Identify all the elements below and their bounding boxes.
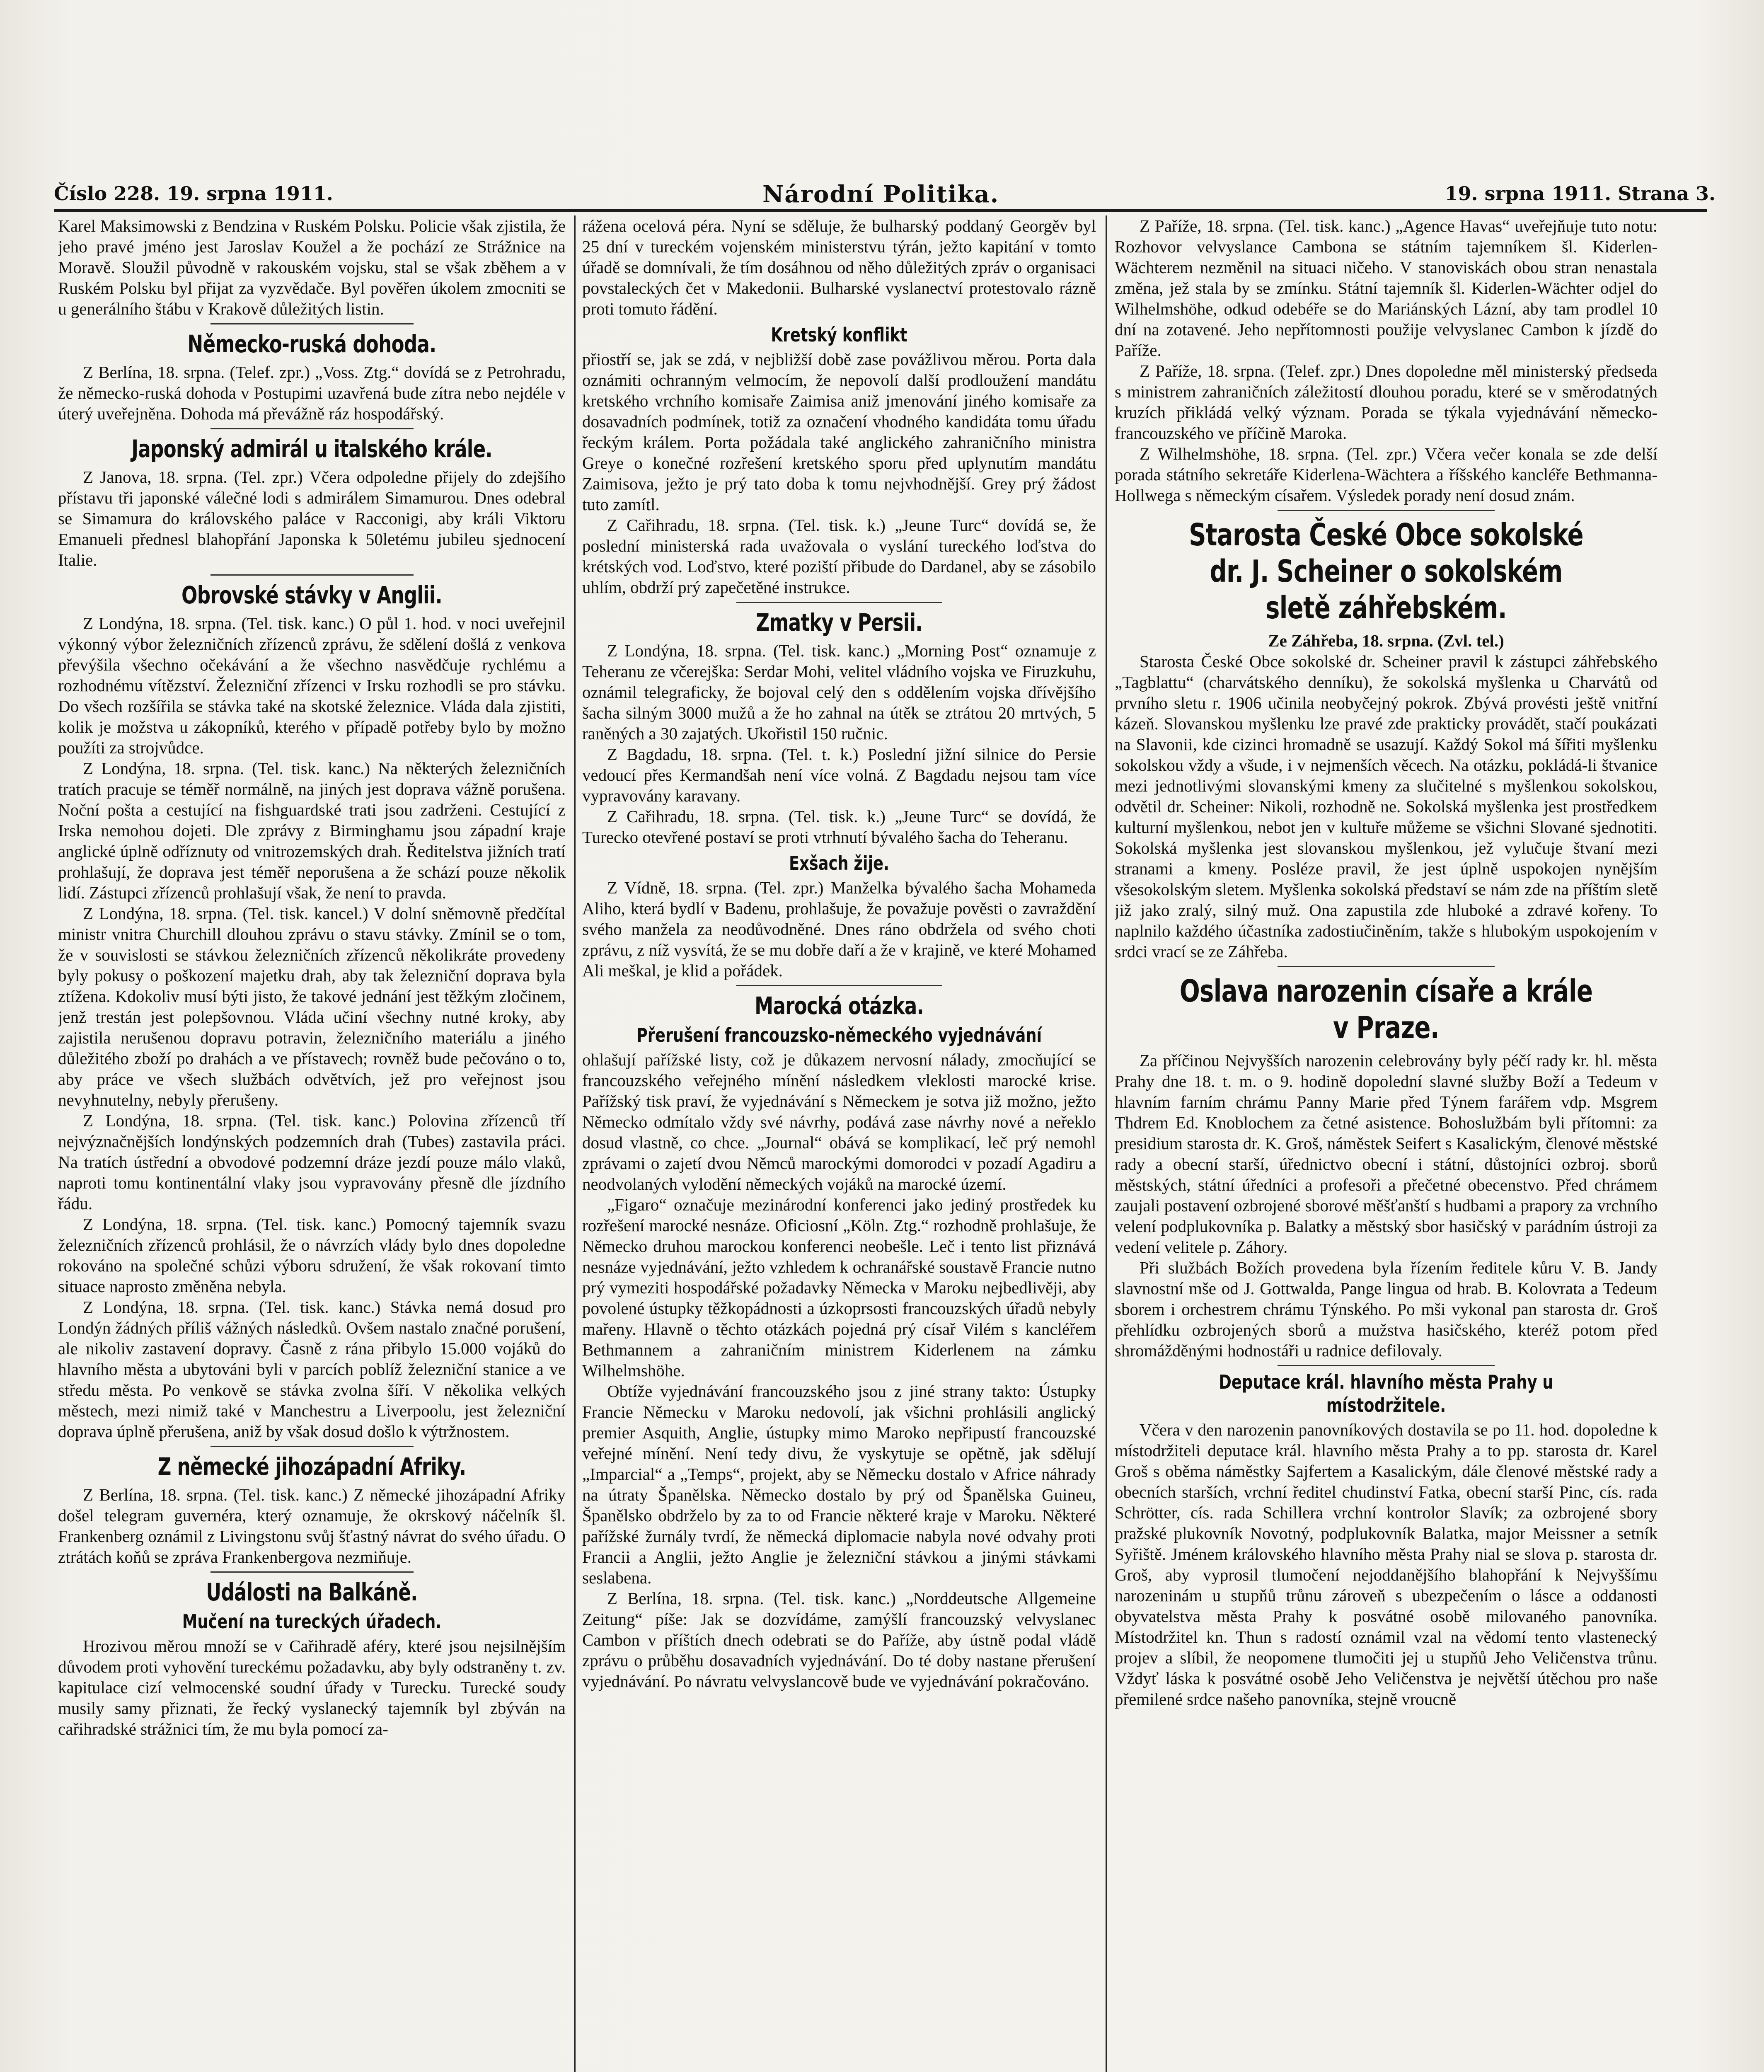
article-text: Z Berlína, 18. srpna. (Tel. tisk. kanc.) „Norddeutsche Allgemeine Zeitung“ píše: Jak se dozvídáme, zamýšlí francouzský velvyslanec Cambon v příštích dnech odebrati se do Paříže, aby ústně podal vládě zprávu o průběhu dosavadních vyjednávání. Do té doby nastane přerušení vyjednávání. Po návratu velvyslancově bude ve vyjednávání pokračováno. [582,1589,1096,1691]
article-text: Starosta České Obce sokolské dr. Scheiner pravil k zástupci záhřebského „Tagblattu“ (charvátského denníku), že sokolská myšlenka u Charvátů od prvního sletu r. 1906 učinila neobyčejný pokrok. Zbývá provésti ještě vnitřní kázeň. Slovanskou myšlenku lze pravé zde prakticky provádět, stačí poukázati na Slavonii, kde cizinci hromadně se usazují. Každý Sokol má šířiti myšlenku sokolskou vždy a všude, i v nejmenších věcech. Na otázku, pokládá-li štvanice mezi jednotlivými slovanskými kmeny za slučitelné s myšlenkou sokolskou, odvětil dr. Scheiner: Nikoli, rozhodně ne. Sokolská myšlenka jest prostředkem kulturní myšlenkou, nebot jen v kultuře můžeme se všichni Slované sjednotiti. Sokolská myšlenka jest slovanskou myšlenkou, jež vylučuje štvaní mezi stranami a kmeny. Posléze pravil, že jest úplně uspokojen nynějším všesokolským sletem. Myšlenka sokolská představí se nám zde na příštím sletě již jako zralý, silný muž. Ona zapustila zde hluboké a zdravé kořeny. To naplnilo každého účastníka zadostiučiněním, takže s hlubokým uspokojením v srdci vrací se ze Záhřeba. [1115,652,1658,961]
article-text: Včera v den narozenin panovníkových dostavila se po 11. hod. dopoledne k místodržiteli deputace král. hlavního města Prahy a to pp. starosta dr. Karel Groš s oběma náměstky Sajfertem a Kasalickým, dále členové městské rady a obecních starších, vrchní ředitel chudinství Fatka, obecní starší Pinc, cís. rada Schrötter, cís. rada Schillera vrchní kontrolor Slavík; za ozbrojené sbory pražské plukovník Novotný, podplukovník Balatka, major Meissner a setník Syřiště. Jménem královského hlavního města Prahy nial se slova p. starosta dr. Groš, aby vyprosil tlumočení nejoddanějšího blahopřání k Nejvyššímu narozeninám u stupňů trůnu zároveň s ubezpečením o lásce a oddanosti obyvatelstva města Prahy k posvátné osobě milovaného panovníka. Místodržitel kn. Thun s radostí oznámil vzal na vědomí tento vlastenecký projev a slíbil, že neopomene tlumočiti jej u stupňů Jeho Veličenstva trůnu. Vždyť láska k posvátné osobě Jeho Veličenstva je největší útěchou pro naše přemilené srdce našeho panovníka, stejně vroucně [1115,1420,1658,1709]
article-text: Z Cařihradu, 18. srpna. (Tel. tisk. k.) „Jeune Turc“ dovídá se, že poslední ministerská rada uvažovala o vyslání tureckého loďstva do krétských vod. Loďstvo, které poziští přibude do Dardanel, aby se zásobilo uhlím, obdrží prý zapečetěné instrukce. [582,516,1096,597]
headline: Oslava narozenin císaře a krále v Praze. [1179,973,1593,1046]
article-text: „Figaro“ označuje mezinárodní konferenci jako jediný prostředek ku rozřešení marocké nesnáze. Oficiosní „Köln. Ztg.“ rozhodně prohlašuje, že Německo druhou marockou konferenci neobešle. Leč i tento list přiznává nesnáze vyjednávání, ježto vzhledem k ochranářské soustavě Francie nutno prý vymeziti hospodářské požadavky Německa v Maroku nejbedlivěji, aby povolené ústupky těžkopádnosti a úzkoprsosti francouzských úřadů nebyly mařeny. Hlavně o těchto otázkách pojedná prý císař Vilém s kancléřem Bethmannem a zahraničním ministrem Kiderlenem na zámku Wilhelmshöhe. [582,1195,1096,1380]
newspaper-title: Národní Politika. [762,181,999,208]
article-text: Z Cařihradu, 18. srpna. (Tel. tisk. k.) „Jeune Turc“ se dovídá, že Turecko otevřené postaví se proti vtrhnutí bývalého šacha do Teheranu. [582,807,1096,847]
article-text: Z Londýna, 18. srpna. (Tel. tisk. kanc.) Polovina zřízenců tří nejvýznačnějších londýnských podzemních drah (Tubes) zastavila práci. Na tratích ústřední a obvodové podzemní dráze jezdí pouze málo vlaků, naproti tomu kontinentální vlaky jsou vypravovány přesně dle jízdního řádu. [58,1111,566,1213]
column-divider [574,215,576,2072]
headline: Události na Balkáně. [206,1578,418,1606]
article-text: Z Londýna, 18. srpna. (Tel. tisk. kanc.) Na některých železničních tratích pracuje se téměř normálně, na jiných jest doprava vážně porušena. Noční pošta a cestující na fishguardské trati jsou zadrženi. Cestující z Irska nemohou dojeti. Dle zprávy z Birminghamu jsou západní kraje anglické úplně odříznuty od vnitrozemských drah. Ředitelstva jižních tratí prohlašují, že doprava jest téměř neporušena a že schází pouze několik lidí. Zástupci zřízenců prohlašují však, že není to pravda. [58,759,566,902]
separator [211,1571,414,1573]
article-text: Z Londýna, 18. srpna. (Tel. tisk. kanc.) „Morning Post“ oznamuje z Teheranu ze včerejška: Serdar Mohi, velitel vládního vojska ve Firuzkuhu, oznámil telegraficky, že bojoval celý den s oddělením vojska dřívějšího šacha silným 3000 mužů a že ho zahnal na útěk se ztrátou 20 mrtvých, 5 raněných a 30 zajatých. Ukořistil 150 ručnic. [582,641,1096,743]
headline: Marocká otázka. [755,992,924,1020]
masthead-rule [54,209,1707,212]
article-text: Z Londýna, 18. srpna. (Tel. tisk. kanc.) Stávka nemá dosud pro Londýn žádných příliš vážných následků. Ovšem nastalo značné porušení, ale nikoliv zastavení dopravy. Časně z rána přibylo 15.000 vojáků do hlavního města a ubytováni byli v parcích poblíž železniční stanice a ve středu města. Po venkově se stávka zvolna šíří. V několika velkých městech, mezi nimiž také v Manchestru a Liverpoolu, jest železniční doprava úplně přerušena, aniž by však dosud došlo k výtržnostem. [58,1297,566,1441]
separator [211,1446,414,1447]
column-divider [1106,215,1107,2072]
article-text: rážena ocelová péra. Nyní se sděluje, že bulharský poddaný Georgěv byl 25 dní v tureckém vojenském ministerstvu týrán, ježto kapitání v tomto úřadě se domnívali, že tím dosáhnou od něho důležitých zpráv o organisaci povstaleckých čet v Makedonii. Bulharské vyslanectví protestovalo rázně proti tomuto řádění. [582,216,1096,318]
separator [1278,1365,1495,1366]
article-text: ohlašují pařížské listy, což je důkazem nervosní nálady, zmocňující se francouzského veřejného mínění následkem vleklosti marocké krise. Pařížský tisk praví, že vyjednávání s Německem je sotva již možno, ježto Německo odmítalo vždy své návrhy, podává zase návrhy nové a neřeklo dosud vlastně, co chce. „Journal“ obává se komplikací, leč prý nemohl zprávami o zajetí dvou Němců marockými domorodci v pozadí Agadiru a neodvolaných vylodění německých vojáků na marocké území. [582,1050,1096,1193]
separator [211,574,414,576]
masthead [50,178,1720,211]
headline: Z německé jihozápadní Afriky. [157,1452,466,1481]
headline: Starosta České Obce sokolské dr. J. Scheiner o sokolském sletě záhřebském. [1189,517,1583,626]
article-text: Z Vídně, 18. srpna. (Tel. zpr.) Manželka bývalého šacha Mohameda Aliho, která bydlí v Badenu, prohlašuje, že považuje pověsti o zavraždění svého manžela za neodůvodněné. Dnes ráno obdržela od svého choti zprávu, z níž vysvítá, že se mu dobře daří a že v krajině, ve které Mohamed Ali meškal, je klid a pořádek. [582,878,1096,980]
article-text: Z Londýna, 18. srpna. (Tel. tisk. kanc.) Pomocný tajemník svazu železničních zřízenců prohlásil, že o návrzích vlády bylo dnes dopoledne rokováno na společné schůzi výboru sdružení, že však rokovaní timto situace naprosto změněna nebyla. [58,1215,566,1296]
column-2 [582,215,1096,2072]
article-text: přiostří se, jak se zdá, v nejbližší době zase povážlivou měrou. Porta dala oznámiti ochranným velmocím, že nepovolí další prodloužení mandátu kretského vrchního komisaře Zaimisa aniž jmenování jiného komisaře za dosavadních podmínek, totiž za označení vhodného kandidáta tomu úřadu řeckým králem. Porta požádala také anglického zahraničního ministra Greye o konečné rozřešení kretského sporu před uplynutím mandátu Zaimisova, ježto je prý tato doba k tomu nejvhodnější. Grey prý žádost tuto zamítl. [582,350,1096,514]
separator [1278,510,1495,511]
article-text: Karel Maksimowski z Bendzina v Ruském Polsku. Policie však zjistila, že jeho pravé jméno jest Jaroslav Koužel a že pochází ze Strážnice na Moravě. Sloužil původně v rakouském vojsku, stal se však zběhem a v Ruském Polsku byl přijat za vyzvědače. Byl pověřen úkolem zmocniti se u generálního štábu v Krakově důležitých listin. [58,216,566,318]
separator [211,428,414,429]
headline: Zmatky v Persii. [756,608,922,637]
subheadline: Přerušení francouzsko-německého vyjednávání [636,1024,1042,1046]
separator [1278,966,1495,967]
article-text: Obtíže vyjednávání francouzského jsou z jiné strany takto: Ústupky Francie Německu v Maroku nedovolí, jak všichni prohlásili anglický premier Asquith, Anglie, ústupky mimo Maroko nepřipustí francouzské veřejné mínění. Není tedy divu, že vyskytuje se opětně, jak sdělují „Imparcial“ a „Temps“, projekt, aby se Německu dostalo v Africe náhrady na útraty Španělska. Německo dostalo by prý od Španělska Guineu, Španělsko obdrželo by za to od Francie některé kraje v Maroku. Některé pařížské žurnály tvrdí, že německá diplomacie nabyla nové odvahy proti Francii a Anglii, ježto Anglie je železniční stávkou a jinými stávkami seslabena. [582,1382,1096,1587]
headline: Japonský admirál u italského krále. [131,435,492,463]
separator [736,985,942,986]
headline: Německo-ruská dohoda. [187,330,436,358]
subheadline: Mučení na tureckých úřadech. [182,1610,442,1633]
article-text: Z Bagdadu, 18. srpna. (Tel. t. k.) Poslední jižní silnice do Persie vedoucí přes Kermandšah není více volná. Z Bagdadu nejsou tam více vypravovány karavany. [582,745,1096,805]
article-text: Při službách Božích provedena byla řízením ředitele kůru V. B. Jandy slavnostní mše od J. Gottwalda, Pange lingua od hrab. B. Kolovrata a Tedeum sborem i orchestrem chrámu Týnského. Po mši vykonal pan starosta dr. Groš přehlídku ozbrojených sborů a mužstva hasičského, kteréž potom před shromážděnými hodnostáři u radnice defilovaly. [1115,1258,1658,1360]
headline: Obrovské stávky v Anglii. [181,581,442,609]
subheadline: Exšach žije. [789,852,890,874]
article-text: Z Berlína, 18. srpna. (Tel. tisk. kanc.) Z německé jihozápadní Afriky došel telegram guvernéra, který oznamuje, že okrskový náčelník šl. Frankenberg oznámil z Livingstonu svůj šťastný návrat do svého úřadu. O ztrátách koňů se zpráva Frankenbergova nezmiňuje. [58,1485,566,1566]
article-text: Z Wilhelmshöhe, 18. srpna. (Tel. zpr.) Včera večer konala se zde delší porada státního sekretáře Kiderlena-Wächtera a říšského kancléře Bethmanna-Hollwega s německým císařem. Výsledek porady není dosud znám. [1115,444,1658,505]
dateline: Ze Záhřeba, 18. srpna. (Zvl. tel.) [1268,631,1504,650]
separator [736,602,942,603]
article-text: Z Londýna, 18. srpna. (Tel. tisk. kancel.) V dolní sněmovně předčítal ministr vnitra Churchill dlouhou zprávu o stavu stávky. Zmínil se o tom, že v souvislosti se stávkou železničních zřízenců několikráte provedeny byly pokusy o poškození majetku drah, aby tak železniční doprava byla ztížena. Kdokoliv musí býti jisto, že takové jednání jest těžkým zločinem, jenž trestán jest polepšovnou. Vláda učiní všechny nutné kroky, aby zajistila nerušenou dopravu potravin, železničního materiálu a jiného důležitého zboží po drahách a ve přístavech; rovněž bude pečováno o to, aby práce ve všech službách odvětvích, jež pro veřejnost jsou nevyhnutelny, nebyly přerušeny. [58,904,566,1109]
separator [211,323,414,324]
column-1 [58,215,566,2072]
article-text: Z Berlína, 18. srpna. (Telef. zpr.) „Voss. Ztg.“ dovídá se z Petrohradu, že německo-ruská dohoda v Postupimi uzavřená bude zítra nebo nejdéle v úterý uveřejněna. Dohoda má převážně ráz hospodářský. [58,363,566,423]
date-and-page: 19. srpna 1911. Strana 3. [1445,182,1716,205]
issue-number: Číslo 228. 19. srpna 1911. [54,182,333,205]
article-text: Z Londýna, 18. srpna. (Tel. tisk. kanc.) O půl 1. hod. v noci uveřejnil výkonný výbor železničních zřízenců zprávu, že sdělení došlá z venkova převýšila všechno očekávání a že všechno nasvědčuje rychlému a rozhodnému vítězství. Železniční zřízenci v Irsku rozhodli se pro stávku. Do všech rozšířila se stávka také na skotské železnice. Vláda dala zjistiti, kolik je možstva u zákopníků, kterého v případě potřeby bylo by možno použíti za strojvůdce. [58,614,566,757]
article-text: Hrozivou měrou množí se v Cařihradě aféry, které jsou nejsilnějším důvodem proti vyhovění tureckému požadavku, aby byly odstraněny t. zv. kapitulace cizí velmocenské soudní úřady v Turecku. Turecké soudy musily samy přiznati, že řecký vyslanecký tajemník byl zbýván na cařihradské strážnici tím, že mu byla pomocí za- [58,1636,566,1738]
subheadline: Kretský konflikt [771,324,907,346]
article-text: Z Janova, 18. srpna. (Tel. zpr.) Včera odpoledne přijely do zdejšího přístavu tři japonské válečné lodi s admirálem Simamurou. Dnes odebral se Simamura do královského paláce v Racconigi, aby králi Viktoru Emanueli přednesl blahopřání Japonska k 50letému jubileu sjednocení Italie. [58,467,566,569]
article-text: Z Paříže, 18. srpna. (Tel. tisk. kanc.) „Agence Havas“ uveřejňuje tuto notu: Rozhovor velvyslance Cambona se státním tajemníkem šl. Kiderlen-Wächterem nezměnil na situaci ničeho. V stanoviskách obou stran nenastala změna, jež stala by se zmínku. Státní tajemník šl. Kiderlen-Wächter odjel do Wilhelmshöhe, odkud odebéře se do Mariánských Lázní, aby tam prodlel 10 dní na zotavené. Jeho nepřítomnosti použije velvyslanec Cambon k jízdě do Paříže. [1115,216,1658,360]
column-3 [1115,215,1658,2072]
subheadline: Deputace král. hlavního města Prahy u místodržitele. [1219,1371,1553,1416]
article-text: Z Paříže, 18. srpna. (Telef. zpr.) Dnes dopoledne měl ministerský předseda s ministrem zahraničních záležitostí dlouhou poradu, které se v směrodatných kruzích přikládá velký význam. Porada se týkala vyjednávání německo-francouzského ve příčině Maroka. [1115,361,1658,443]
article-text: Za příčinou Nejvyšších narozenin celebrovány byly péčí rady kr. hl. města Prahy dne 18. t. m. o 9. hodině dopolední slavné služby Boží a Tedeum v hlavním farním chrámu Panny Marie před Týnem farářem vdp. Msgrem Thdrem Ed. Knoblochem za četné asistence. Bohoslužbám byli přítomni: za presidium starosta dr. K. Groš, náměstek Seifert s Kasalickým, členové městské rady a obecní starší, úřednictvo obecní i státní, důstojníci ozbroj. sborů městských, státní úředníci a profesoři a přečetné obecenstvo. Před chrámem zaujali postavení ozbrojené sborové měšťanští s hudbami a prapory za vrchního velení podplukovníka p. Balatky a městský sbor hasičský v parádním ústroji za vedení velitele p. Záhory. [1115,1051,1658,1256]
